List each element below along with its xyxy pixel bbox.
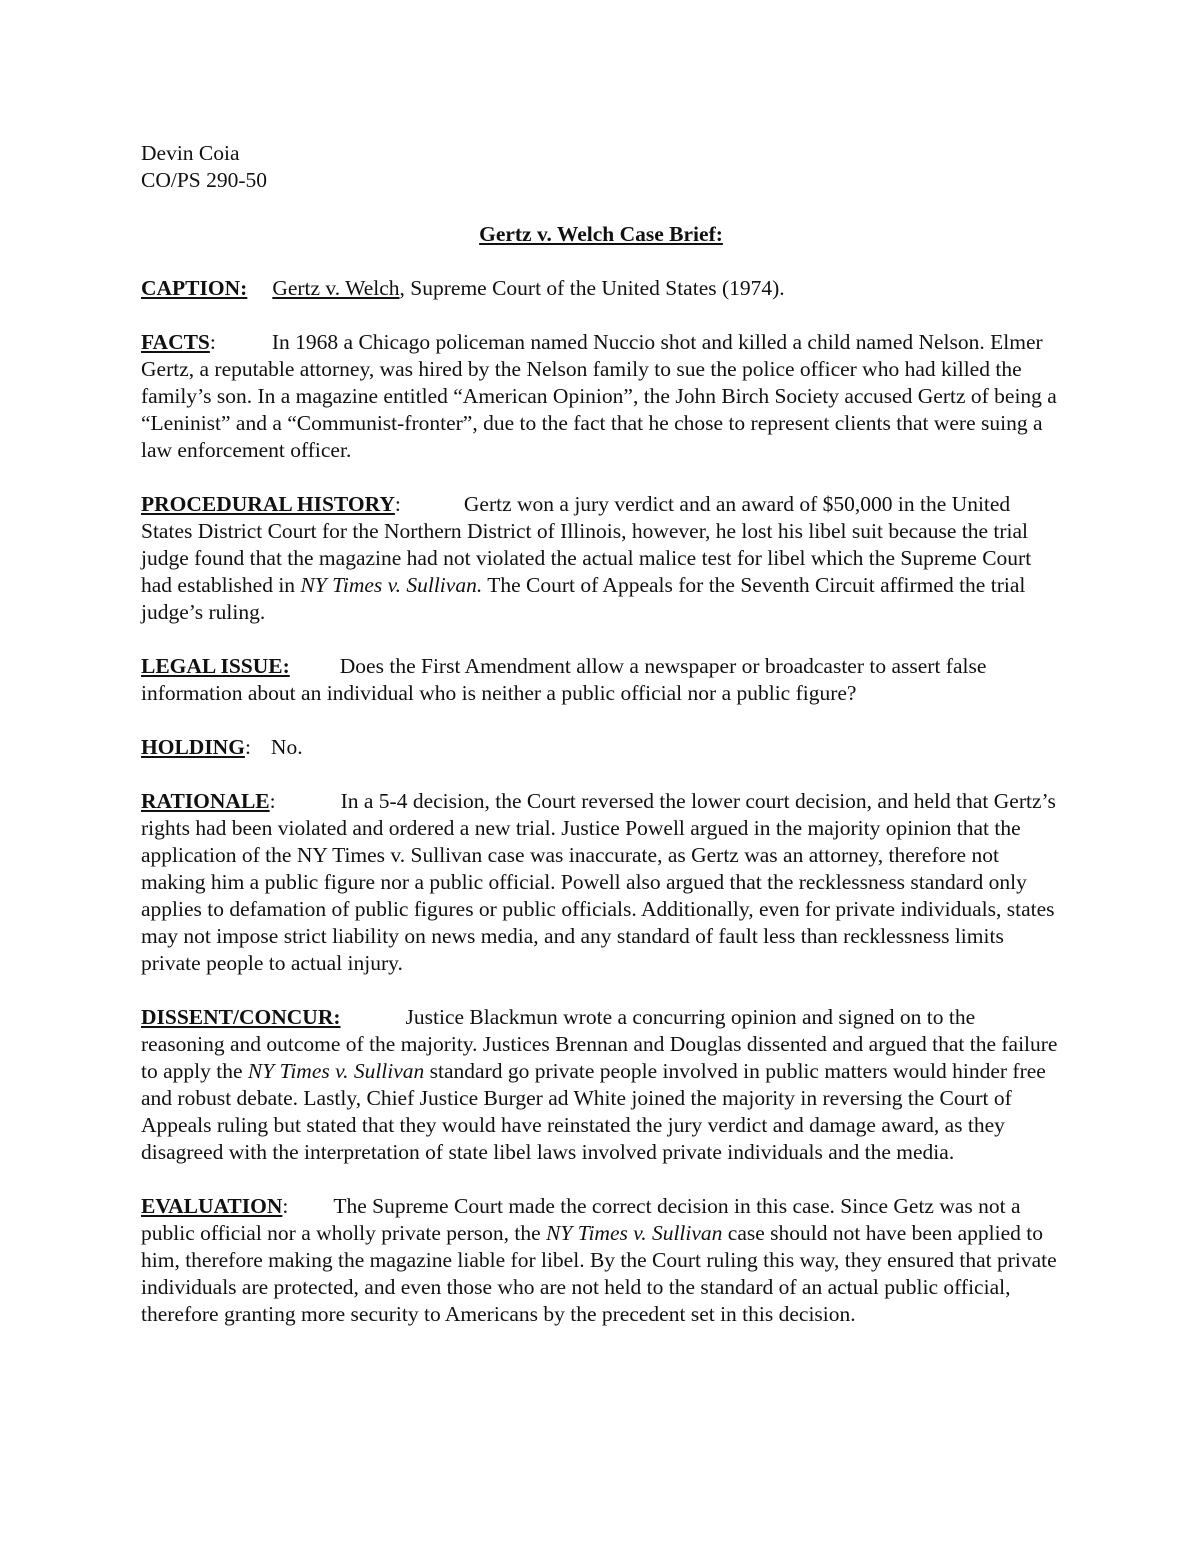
procedural-history-colon: :	[394, 492, 401, 516]
procedural-history-section	[141, 491, 1061, 626]
course-code: CO/PS 290-50	[141, 168, 268, 192]
evaluation-label: EVALUATION	[141, 1194, 283, 1218]
rationale-colon: :	[269, 789, 276, 813]
dissent-concur-case-ref: NY Times v. Sullivan	[247, 1059, 425, 1083]
procedural-history-text-2: The Court of Appeals for the Seventh Circuit affirmed the trial judge’s ruling.	[141, 573, 1026, 624]
procedural-history-label: PROCEDURAL HISTORY	[141, 492, 395, 516]
facts-text: In 1968 a Chicago policeman named Nuccio shot and killed a child named Nelson. Elmer Gertz, a reputable attorney, was hired by the Nelson family to sue the police officer who had killed the family’s son. In a magazine entitled “American Opinion”, the John Birch Society accused Gertz of being a “Leninist” and a “Communist-fronter”, due to the fact that he chose to represent clients that were suing a law enforcement officer.	[141, 330, 1057, 462]
procedural-history-text-1: Gertz won a jury verdict and an award of $50,000 in the United States District Court for the Northern District of Illinois, however, he lost his libel suit because the trial judge found that the magazine had not violated the actual malice test for libel which the Supreme Court had established in	[141, 492, 1032, 597]
holding-label: HOLDING	[141, 735, 245, 759]
facts-section	[141, 329, 1061, 464]
caption-label: CAPTION:	[141, 276, 248, 300]
evaluation-case-ref: NY Times v. Sullivan	[546, 1221, 723, 1245]
facts-colon: :	[209, 330, 216, 354]
holding-text: No.	[270, 735, 303, 759]
caption-text: , Supreme Court of the United States (1974).	[399, 276, 785, 300]
caption-section	[141, 275, 1061, 302]
rationale-label: RATIONALE	[141, 789, 270, 813]
document-title: Gertz v. Welch Case Brief:	[479, 222, 723, 246]
dissent-concur-text-1: Justice Blackmun wrote a concurring opinion and signed on to the reasoning and outcome of the majority. Justices Brennan and Douglas dissented and argued that the failure to apply the	[141, 1005, 1058, 1083]
dissent-concur-text-2: standard go private people involved in public matters would hinder free and robust debate. Lastly, Chief Justice Burger ad White joined the majority in reversing the Court of Appeals ruling but stated that they would have reinstated the jury verdict and damage award, as they disagreed with the interpretation of state libel laws involved private individuals and the media.	[141, 1059, 1046, 1164]
caption-case-name: Gertz v. Welch	[272, 276, 400, 300]
document-header	[141, 140, 1061, 194]
evaluation-text-2: case should not have been applied to him, therefore making the magazine liable for libel. By the Court ruling this way, they ensured that private individuals are protected, and even those who are not held to the standard of an actual public official, therefore granting more security to Americans by the precedent set in this decision.	[141, 1221, 1057, 1326]
dissent-concur-label: DISSENT/CONCUR:	[141, 1005, 341, 1029]
rationale-text: In a 5-4 decision, the Court reversed the lower court decision, and held that Gertz’s rights had been violated and ordered a new trial. Justice Powell argued in the majority opinion that the application of the NY Times v. Sullivan case was inaccurate, as Gertz was an attorney, therefore not making him a public figure nor a public official. Powell also argued that the recklessness standard only applies to defamation of public figures or public officials. Additionally, even for private individuals, states may not impose strict liability on news media, and any standard of fault less than recklessness limits private people to actual injury.	[141, 789, 1056, 975]
legal-issue-label: LEGAL ISSUE:	[141, 654, 290, 678]
evaluation-colon: :	[282, 1194, 289, 1218]
dissent-concur-section	[141, 1004, 1061, 1166]
evaluation-text-1: The Supreme Court made the correct decision in this case. Since Getz was not a public official nor a wholly private person, the	[141, 1194, 1021, 1245]
holding-section	[141, 734, 1061, 761]
author-name: Devin Coia	[141, 141, 240, 165]
procedural-history-case-ref: NY Times v. Sullivan.	[300, 573, 483, 597]
rationale-section	[141, 788, 1061, 977]
facts-label: FACTS	[141, 330, 210, 354]
legal-issue-text: Does the First Amendment allow a newspaper or broadcaster to assert false information about an individual who is neither a public official nor a public figure?	[141, 654, 987, 705]
legal-issue-section	[141, 653, 1061, 707]
document-page	[141, 140, 1061, 1355]
evaluation-section	[141, 1193, 1061, 1328]
holding-colon: :	[244, 735, 251, 759]
